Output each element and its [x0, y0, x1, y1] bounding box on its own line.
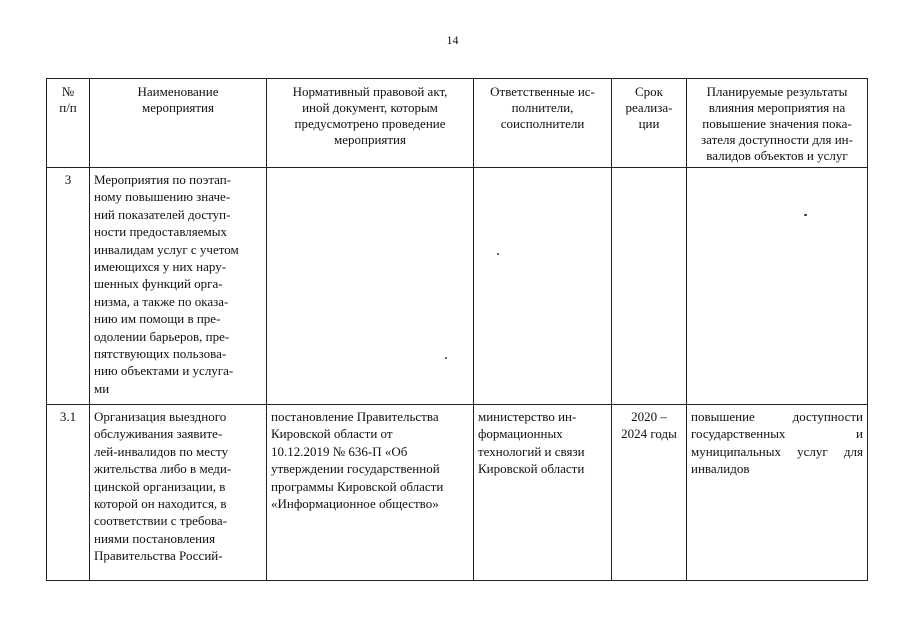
scan-speck [497, 253, 499, 255]
cell-responsible [474, 168, 612, 405]
cell-term: 2020 – 2024 годы [612, 405, 687, 581]
scan-speck [445, 357, 447, 359]
header-legal-act: Нормативный правовой акт, иной документ, которым предусмотрено проведение мероприятия [267, 79, 474, 168]
cell-measure-name: Мероприятия по поэтап- ному повышению значе- ний показателей доступ- ности предоставляемых инвалидам услуг с учетом имеющихся у них нару- шенных функций орга- низма, а также по оказа- нию им помощи в пре- одолении барьеров, пре- пятствующих пользова- нию объектами и услуга- ми [90, 168, 267, 405]
cell-term [612, 168, 687, 405]
cell-planned-results: повышение доступности государственных и муниципальных услуг для инвалидов [687, 405, 868, 581]
cell-responsible: министерство ин- формационных технологий и связи Кировской области [474, 405, 612, 581]
table-row [47, 168, 868, 405]
page-number: 14 [446, 33, 459, 47]
table-header-row [47, 79, 868, 168]
cell-planned-results [687, 168, 868, 405]
header-responsible: Ответственные ис- полнители, соисполнители [474, 79, 612, 168]
cell-legal-act: постановление Правительства Кировской области от 10.12.2019 № 636-П «Об утверждении государственной программы Кировской области «Информационное общество» [267, 405, 474, 581]
cell-measure-name: Организация выездного обслуживания заявите- лей-инвалидов по месту жительства либо в меди- цинской организации, в которой он находится, в соответствии с требова- ниями постановления Правительства Россий- [90, 405, 267, 581]
cell-legal-act [267, 168, 474, 405]
header-planned-results: Планируемые результаты влияния мероприятия на повышение значения пока- зателя доступности для ин- валидов объектов и услуг [687, 79, 868, 168]
header-number: № п/п [47, 79, 90, 168]
table-row [47, 405, 868, 581]
header-measure-name: Наименование мероприятия [90, 79, 267, 168]
cell-number: 3 [47, 168, 90, 405]
scan-speck [804, 214, 807, 216]
measures-table [46, 78, 868, 581]
header-term: Срок реализа- ции [612, 79, 687, 168]
cell-number: 3.1 [47, 405, 90, 581]
